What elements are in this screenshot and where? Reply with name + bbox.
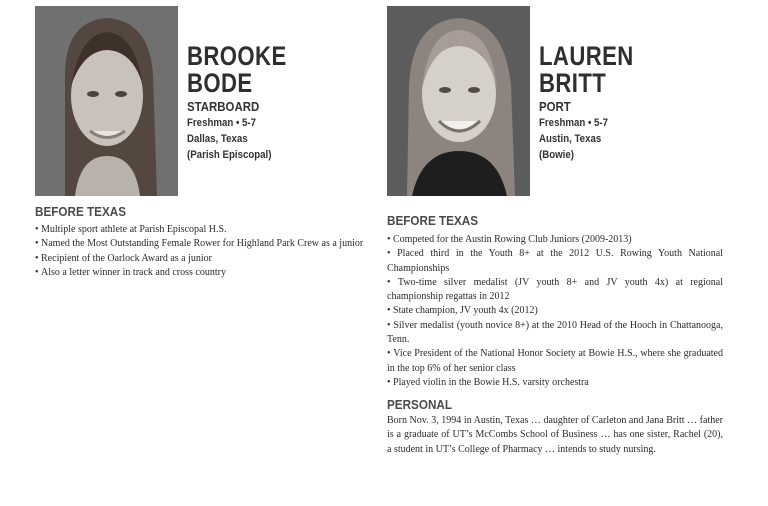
list-item: • Vice President of the National Honor Society at Bowie H.S., where she graduated in the top 6% of her senior class <box>387 347 723 376</box>
athlete-hometown: Austin, Texas <box>539 133 602 145</box>
athlete-position: STARBOARD <box>187 99 260 114</box>
before-texas-list <box>387 233 723 390</box>
athlete-class-height: Freshman • 5-7 <box>539 117 609 129</box>
athlete-name-line1: LAUREN <box>539 41 634 71</box>
athlete-class-height: Freshman • 5-7 <box>187 117 257 129</box>
before-texas-list <box>35 223 371 280</box>
athlete-position: PORT <box>539 99 571 114</box>
list-item: • Two-time silver medalist (JV youth 8+ and JV youth 4x) at regional championship regattas in 2012 <box>387 276 723 305</box>
list-item: • Also a letter winner in track and cross country <box>35 266 371 280</box>
list-item: • Named the Most Outstanding Female Rower for Highland Park Crew as a junior <box>35 237 371 251</box>
list-item: • Silver medalist (youth novice 8+) at the 2010 Head of the Hooch in Chattanooga, Tenn. <box>387 319 723 348</box>
list-item: • Recipient of the Oarlock Award as a junior <box>35 252 371 266</box>
before-texas-heading: BEFORE TEXAS <box>35 204 127 219</box>
list-item: • Competed for the Austin Rowing Club Juniors (2009-2013) <box>387 233 723 247</box>
athlete-name-line1: BROOKE <box>187 41 287 71</box>
athlete-hometown: Dallas, Texas <box>187 133 248 145</box>
athlete-info <box>187 115 271 163</box>
athlete-info <box>539 115 608 163</box>
headshot-lauren-britt <box>387 6 530 196</box>
list-item: • Multiple sport athlete at Parish Episcopal H.S. <box>35 223 371 237</box>
athlete-high-school: (Parish Episcopal) <box>187 149 272 161</box>
athlete-high-school: (Bowie) <box>539 149 574 161</box>
list-item: • Played violin in the Bowie H.S. varsity orchestra <box>387 376 723 390</box>
personal-heading: PERSONAL <box>387 397 453 412</box>
list-item: • State champion, JV youth 4x (2012) <box>387 304 723 318</box>
personal-text: Born Nov. 3, 1994 in Austin, Texas … daughter of Carleton and Jana Britt … father is a graduate of UT’s McCombs School of Business … has one sister, Rachel (20), a student in UT’s College of Pharmacy … intends to study nursing. <box>387 415 723 455</box>
athlete-name-line2: BODE <box>187 68 253 98</box>
headshot-brooke-bode <box>35 6 178 196</box>
before-texas-heading: BEFORE TEXAS <box>387 213 479 228</box>
list-item: • Placed third in the Youth 8+ at the 2012 U.S. Rowing Youth National Championships <box>387 247 723 276</box>
athlete-name-line2: BRITT <box>539 68 607 98</box>
